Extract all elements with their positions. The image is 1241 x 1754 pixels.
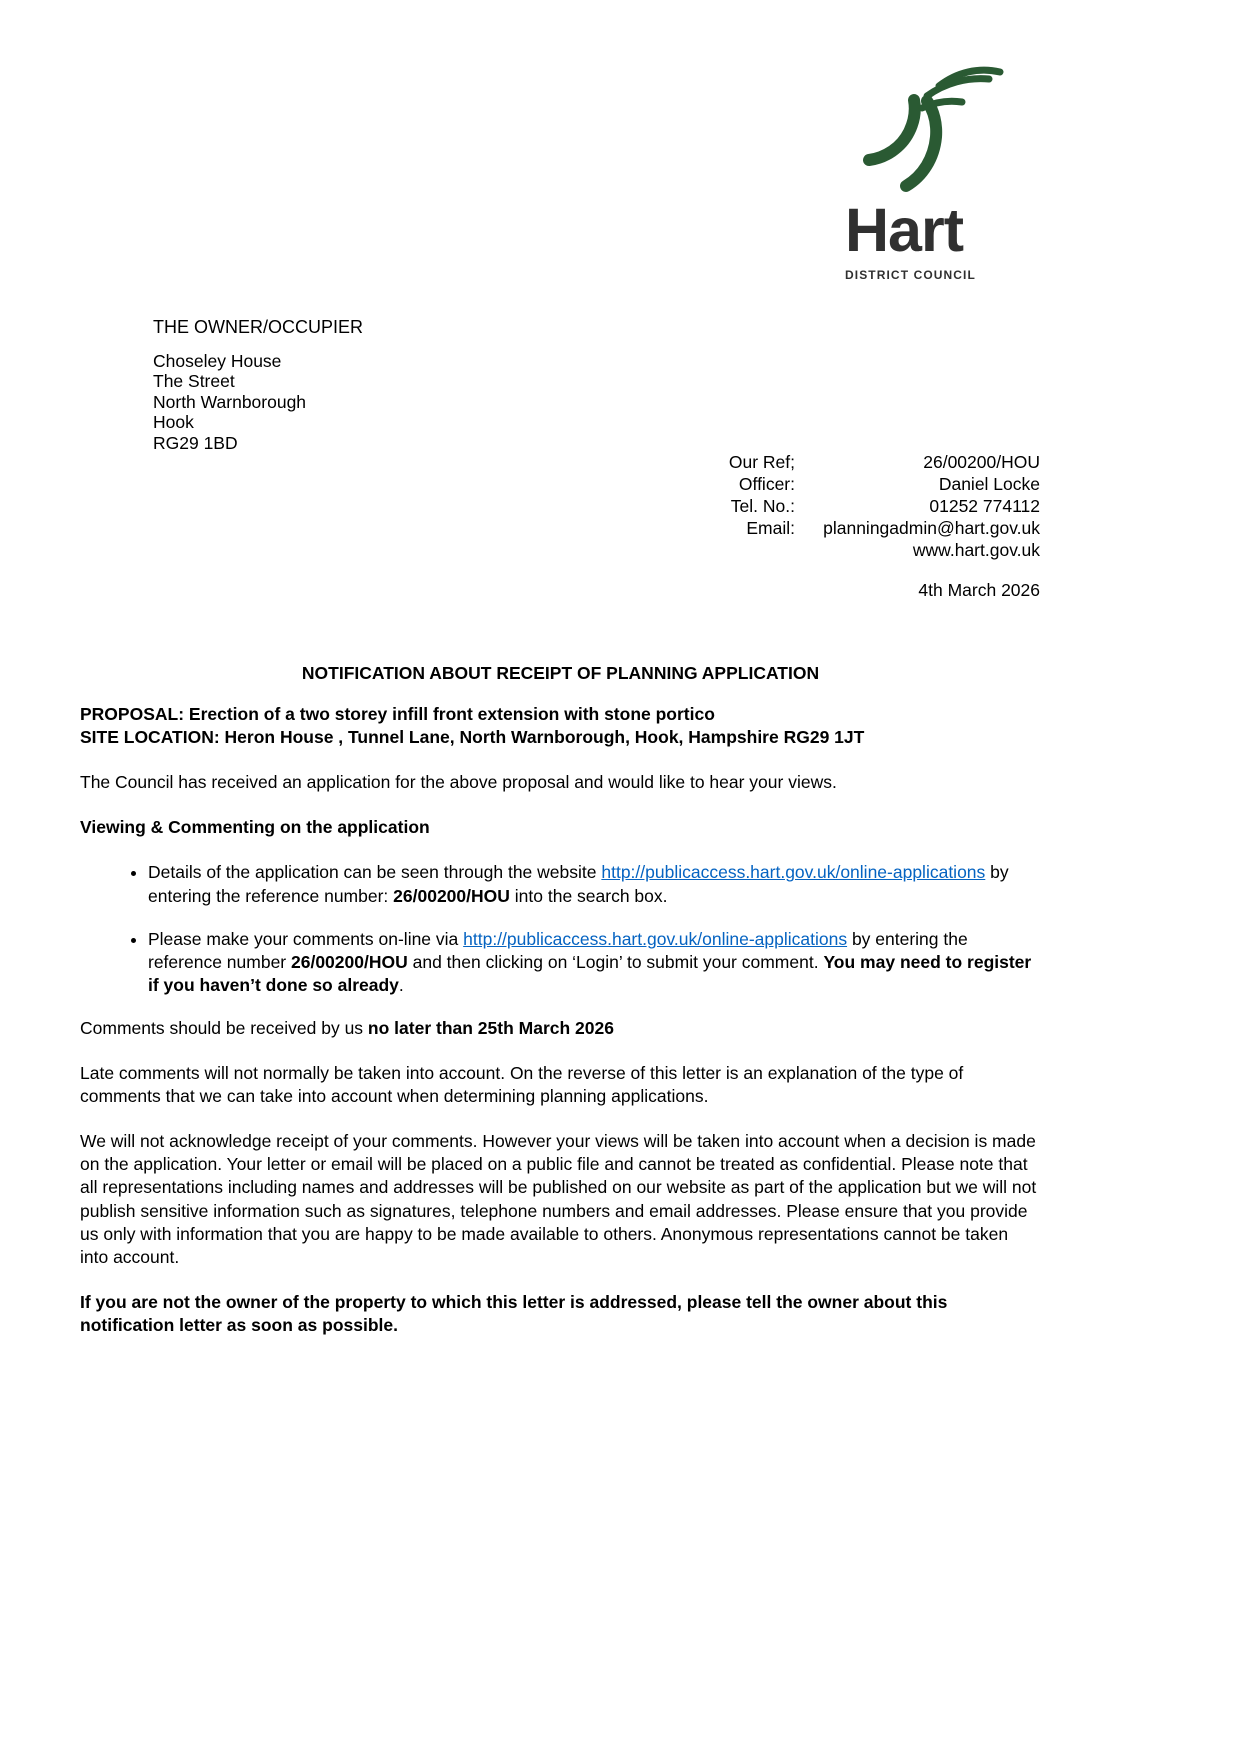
address-line: North Warnborough: [153, 391, 307, 412]
publicaccess-link[interactable]: http://publicaccess.hart.gov.uk/online-applications: [601, 862, 986, 883]
register-notice: You may need to register if you haven’t done so already: [148, 951, 1032, 995]
site-location-line: SITE LOCATION: Heron House , Tunnel Lane, North Warnborough, Hook, Hampshire RG29 1JT: [80, 727, 865, 748]
website-text: www.hart.gov.uk: [912, 540, 1040, 560]
publicaccess-link[interactable]: http://publicaccess.hart.gov.uk/online-applications: [463, 928, 848, 949]
recipient-salutation: THE OWNER/OCCUPIER: [153, 317, 364, 337]
reference-block: [700, 451, 1040, 561]
proposal-line: PROPOSAL: Erection of a two storey infill front extension with stone portico: [80, 704, 715, 725]
email-value: planningadmin@hart.gov.uk: [823, 518, 1040, 538]
email-label: Email:: [746, 518, 795, 538]
letter-title: NOTIFICATION ABOUT RECEIPT OF PLANNING APPLICATION: [301, 663, 820, 683]
deadline-line: [80, 1017, 1041, 1040]
tel-label: Tel. No.:: [730, 496, 795, 516]
bullet-item-make-comments: [148, 928, 1041, 997]
bullet1-text: into the search box.: [509, 885, 668, 906]
logo-subtitle: DISTRICT COUNCIL: [845, 268, 976, 282]
address-line: The Street: [153, 371, 235, 392]
viewing-commenting-heading: Viewing & Commenting on the application: [80, 817, 430, 838]
bullet2-text: Please make your comments on-line via: [148, 928, 464, 949]
bullet2-text: by entering the reference number: [148, 928, 968, 972]
late-comments-paragraph: Late comments will not normally be taken into account. On the reverse of this letter is an explanation of the type of comments that we can take into account when determining planning applications.: [80, 1063, 964, 1107]
bullet2-text: .: [398, 974, 404, 995]
stag-antlers-icon: [859, 64, 1007, 196]
recipient-address-block: [153, 316, 363, 453]
bullet-item-view-application: [148, 861, 1041, 907]
ref-row-our-ref: [700, 451, 1040, 473]
officer-label: Officer:: [738, 474, 795, 494]
officer-value: Daniel Locke: [938, 474, 1040, 494]
ref-row-tel: [700, 495, 1040, 517]
bullet1-text: by entering the reference number:: [148, 862, 1009, 906]
bullet-list: [80, 861, 1041, 996]
acknowledge-paragraph: We will not acknowledge receipt of your comments. However your views will be taken into account when a decision is made on the application. Your letter or email will be placed on a public file and cannot be treated as confidential. Please note that all representations including names and addresses will be published on our website as part of the application but we will not publish sensitive information such as signatures, telephone numbers and email addresses. Please ensure that you provide us only with information that you are happy to be made available to others. Anonymous representations cannot be taken into account.: [80, 1131, 1037, 1267]
proposal-site-block: [80, 703, 1041, 749]
deadline-text: Comments should be received by us: [80, 1017, 368, 1038]
intro-paragraph: The Council has received an application for the above proposal and would like to hear your views.: [80, 772, 837, 793]
deadline-date: no later than 25th March 2026: [367, 1017, 614, 1038]
ref-row-website: [700, 539, 1040, 561]
ref-row-officer: [700, 473, 1040, 495]
reference-number: 26/00200/HOU: [291, 951, 408, 972]
ref-row-email: [700, 517, 1040, 539]
our-ref-value: 26/00200/HOU: [923, 452, 1040, 472]
letter-date: 4th March 2026: [918, 580, 1040, 600]
hart-logo: [845, 64, 1000, 284]
tel-value: 01252 774112: [929, 496, 1040, 516]
bullet1-text: Details of the application can be seen through the website: [148, 862, 602, 883]
address-line: Choseley House: [153, 350, 282, 371]
our-ref-label: Our Ref;: [728, 452, 795, 472]
letter-body: [80, 662, 1041, 1359]
address-line: Hook: [153, 412, 194, 433]
owner-notice-paragraph: If you are not the owner of the property to which this letter is addressed, please tell the owner about this notification letter as soon as possible.: [80, 1291, 948, 1335]
logo-brand-text: Hart: [845, 196, 964, 264]
recipient-address: [153, 351, 363, 454]
address-line: RG29 1BD: [153, 432, 238, 453]
bullet2-text: and then clicking on ‘Login’ to submit your comment.: [407, 951, 824, 972]
reference-number: 26/00200/HOU: [393, 885, 510, 906]
